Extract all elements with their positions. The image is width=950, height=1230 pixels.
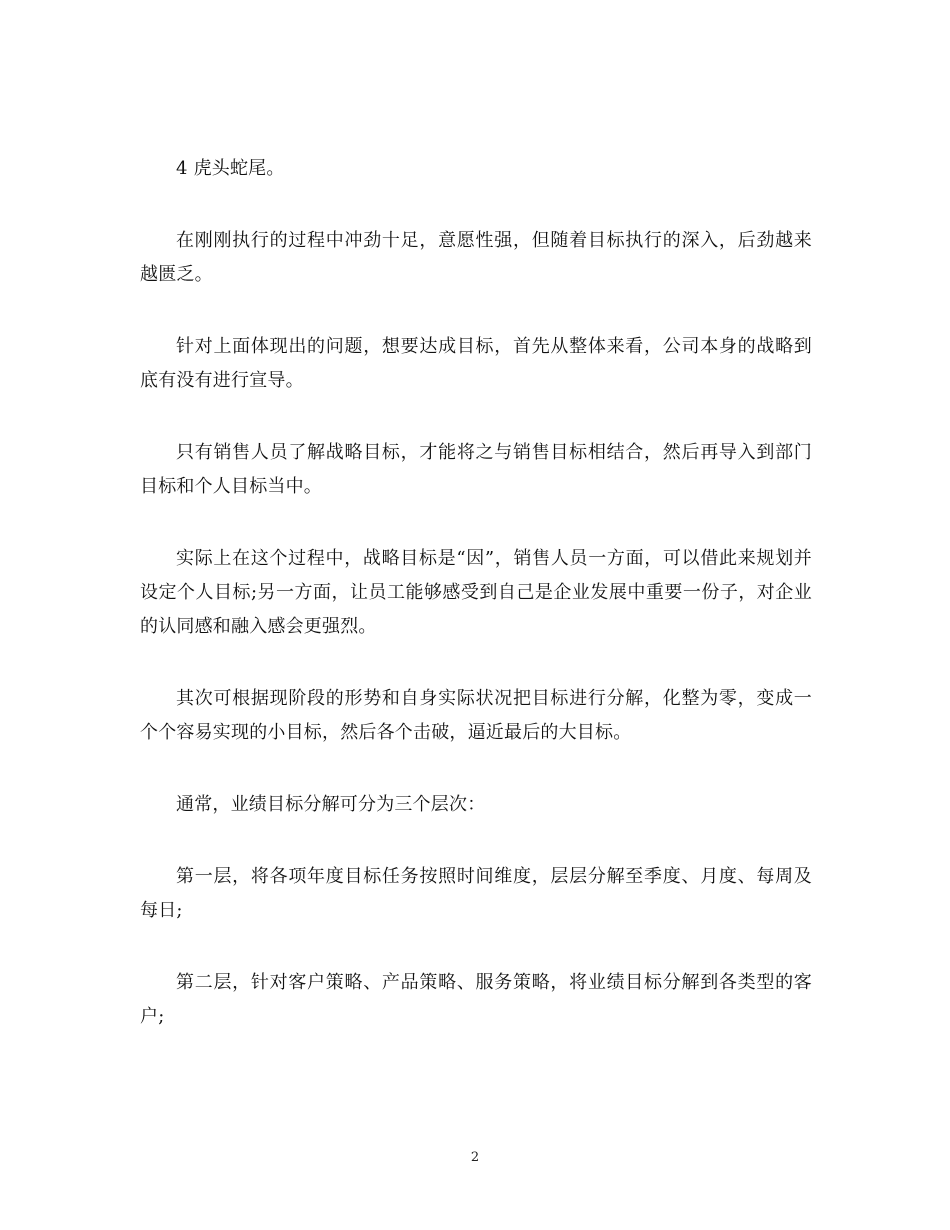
paragraph-4: 只有销售人员了解战略目标，才能将之与销售目标相结合，然后再导入到部门目标和个人目标当中。 bbox=[140, 442, 812, 497]
paragraph-1: 4 虎头蛇尾。 bbox=[176, 158, 285, 179]
paragraph-8: 第一层，将各项年度目标任务按照时间维度，层层分解至季度、月度、每周及每日; bbox=[140, 866, 812, 921]
paragraph-3: 针对上面体现出的问题，想要达成目标，首先从整体来看，公司本身的战略到底有没有进行宣导。 bbox=[140, 336, 812, 391]
paragraph-9: 第二层，针对客户策略、产品策略、服务策略，将业绩目标分解到各类型的客户; bbox=[140, 972, 812, 1027]
paragraph-6: 其次可根据现阶段的形势和自身实际状况把目标进行分解，化整为零，变成一个个容易实现的小目标，然后各个击破，逼近最后的大目标。 bbox=[140, 688, 812, 743]
paragraph-2: 在刚刚执行的过程中冲劲十足，意愿性强，但随着目标执行的深入，后劲越来越匮乏。 bbox=[140, 230, 812, 285]
paragraph-5: 实际上在这个过程中，战略目标是“因”，销售人员一方面，可以借此来规划并设定个人目标;另一方面，让员工能够感受到自己是企业发展中重要一份子，对企业的认同感和融入感会更强烈。 bbox=[140, 548, 812, 637]
document-body bbox=[140, 152, 812, 1072]
page-number: 2 bbox=[470, 1150, 480, 1165]
paragraph-7: 通常，业绩目标分解可分为三个层次： bbox=[176, 794, 486, 815]
